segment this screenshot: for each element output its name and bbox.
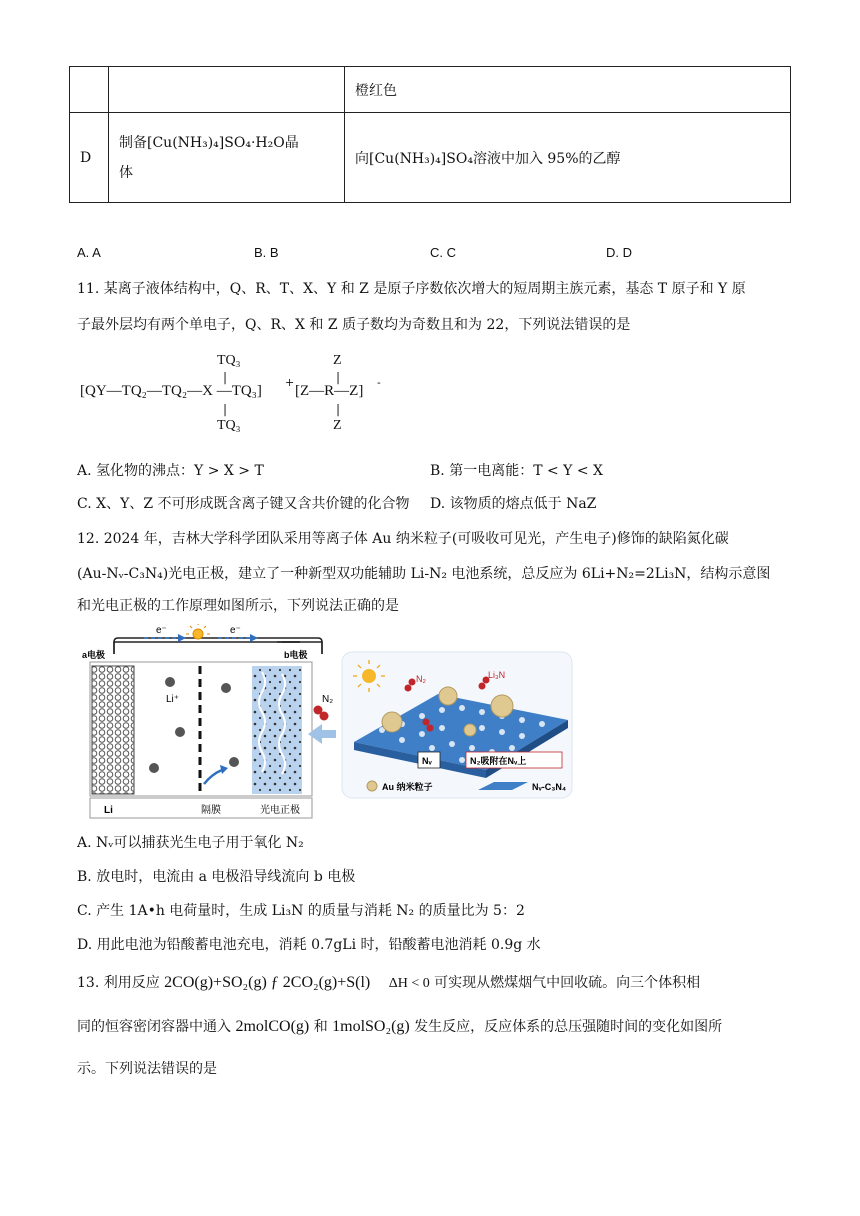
cation-formula: [QY—TQ₂—TQ₂—X —TQ₃] <box>80 383 262 399</box>
q12-stem-line1: 12. 2024 年，吉林大学科学团队采用等离子体 Au 纳米粒子(可吸收可见光，产生电子)修饰的缺陷氮化碳 <box>77 531 729 547</box>
q11-option-b: B. 第一电离能：T < Y < X <box>430 463 603 479</box>
nv-label: Nᵥ <box>422 756 432 766</box>
cation-top-group: TQ₃ <box>217 353 241 368</box>
choice-a: A. A <box>77 245 101 260</box>
membrane-label: 隔膜 <box>201 805 221 816</box>
table-cell <box>70 67 109 113</box>
electron-label: e⁻ <box>156 625 167 636</box>
c3n4-legend-label: Nᵥ-C₃N₄ <box>532 782 567 792</box>
li3n-label: Li₃N <box>488 670 506 680</box>
bond-line: | <box>223 370 228 384</box>
q13-and: 和 <box>313 1019 328 1035</box>
q11-option-a: A. 氢化物的沸点：Y > X > T <box>77 463 264 479</box>
q11-option-d: D. 该物质的熔点低于 NaZ <box>430 496 597 512</box>
cell-text: 体 <box>119 164 133 181</box>
table-row <box>70 113 791 203</box>
cell-text: 制备[Cu(NH₃)₄]SO₄·H₂O晶 <box>119 134 299 151</box>
cation-bottom-group: TQ₃ <box>217 418 241 433</box>
anion-bottom-atom: Z <box>333 418 342 433</box>
cation-charge: + <box>285 376 295 389</box>
q12-option-d: D. 用此电池为铅酸蓄电池充电，消耗 0.7gLi 时，铅酸蓄电池消耗 0.9g 水 <box>77 937 541 953</box>
q11-option-c: C. X、Y、Z 不可形成既含离子键又含共价键的化合物 <box>77 496 410 512</box>
a-electrode-label: a电极 <box>82 650 106 660</box>
table-cell <box>70 113 109 203</box>
q13-line1 <box>77 972 700 992</box>
sun-icon <box>186 624 210 639</box>
table-cell <box>345 113 791 203</box>
choice-d: D. D <box>606 245 632 260</box>
au-legend-label: Au 纳米粒子 <box>382 782 433 792</box>
q13-reaction: 2CO(g)+SO₂(g) ƒ 2CO₂(g)+S(l) <box>164 974 371 991</box>
li-anode <box>92 666 134 794</box>
battery-figure <box>82 624 574 820</box>
circuit-wire <box>114 642 300 654</box>
q12-stem-line2: (Au-Nᵥ-C₃N₄)光电正极，建立了一种新型双功能辅助 Li-N₂ 电池系统，总反应为 6Li+N₂=2Li₃N，结构示意图 <box>77 566 771 582</box>
bond-line: | <box>336 402 341 416</box>
anion-charge: - <box>377 376 381 389</box>
q13-line2 <box>77 1016 722 1036</box>
q13-amount-so2: 1molSO₂(g) <box>332 1018 410 1035</box>
choice-b: B. B <box>254 245 279 260</box>
q12-option-a: A. Nᵥ可以捕获光生电子用于氧化 N₂ <box>77 835 304 851</box>
anion-formula: [Z—R—Z] <box>295 383 364 399</box>
q12-option-c: C. 产生 1A•h 电荷量时，生成 Li₃N 的质量与消耗 N₂ 的质量比为 5：2 <box>77 903 525 919</box>
table-cell <box>109 67 345 113</box>
li-ion-label: Li⁺ <box>166 694 180 705</box>
anion-top-atom: Z <box>333 353 342 368</box>
table-cell <box>109 113 345 203</box>
q13-suffix: 可实现从燃煤烟气中回收硫。向三个体积相 <box>434 975 701 991</box>
bond-line: | <box>336 370 341 384</box>
q13-amount-co: 2molCO(g) <box>235 1018 310 1035</box>
electron-label: e⁻ <box>230 625 241 636</box>
row-letter: D <box>80 149 92 166</box>
q12-option-b: B. 放电时，电流由 a 电极沿导线流向 b 电极 <box>77 869 356 885</box>
choice-c: C. C <box>430 245 456 260</box>
n2-molecule <box>314 706 329 721</box>
cell-text: 向[Cu(NH₃)₄]SO₄溶液中加入 95%的乙醇 <box>355 150 621 167</box>
n2-adsorb-label: N₂吸附在Nᵥ上 <box>470 756 527 766</box>
table-row <box>70 67 791 113</box>
q11-stem-line1: 11. 某离子液体结构中，Q、R、T、X、Y 和 Z 是原子序数依次增大的短周期主族元素，基态 T 原子和 Y 原 <box>77 281 746 297</box>
photo-cathode-label: 光电正极 <box>260 805 300 816</box>
q11-stem-line2: 子最外层均有两个单电子，Q、R、X 和 Z 质子数均为奇数且和为 22，下列说法错误的是 <box>77 317 631 333</box>
b-electrode-label: b电极 <box>284 650 308 660</box>
options-table <box>69 66 791 203</box>
n2-catalyst-label: N₂ <box>416 674 426 684</box>
cell-text: 橙红色 <box>355 82 397 99</box>
q12-stem-line3: 和光电正极的工作原理如图所示，下列说法正确的是 <box>77 598 399 614</box>
n2-label: N₂ <box>322 694 334 705</box>
bond-line: | <box>223 402 228 416</box>
li-label: Li <box>104 805 113 816</box>
q13-line2-suffix: 发生反应，反应体系的总压强随时间的变化如图所 <box>414 1019 723 1035</box>
q13-line3: 示。下列说法错误的是 <box>77 1061 217 1077</box>
q13-enthalpy: ΔH < 0 <box>388 976 430 991</box>
table-cell <box>345 67 791 113</box>
q13-prefix: 13. 利用反应 <box>77 975 160 991</box>
au-legend-swatch <box>367 781 377 791</box>
q13-line2-prefix: 同的恒容密闭容器中通入 <box>77 1019 231 1035</box>
